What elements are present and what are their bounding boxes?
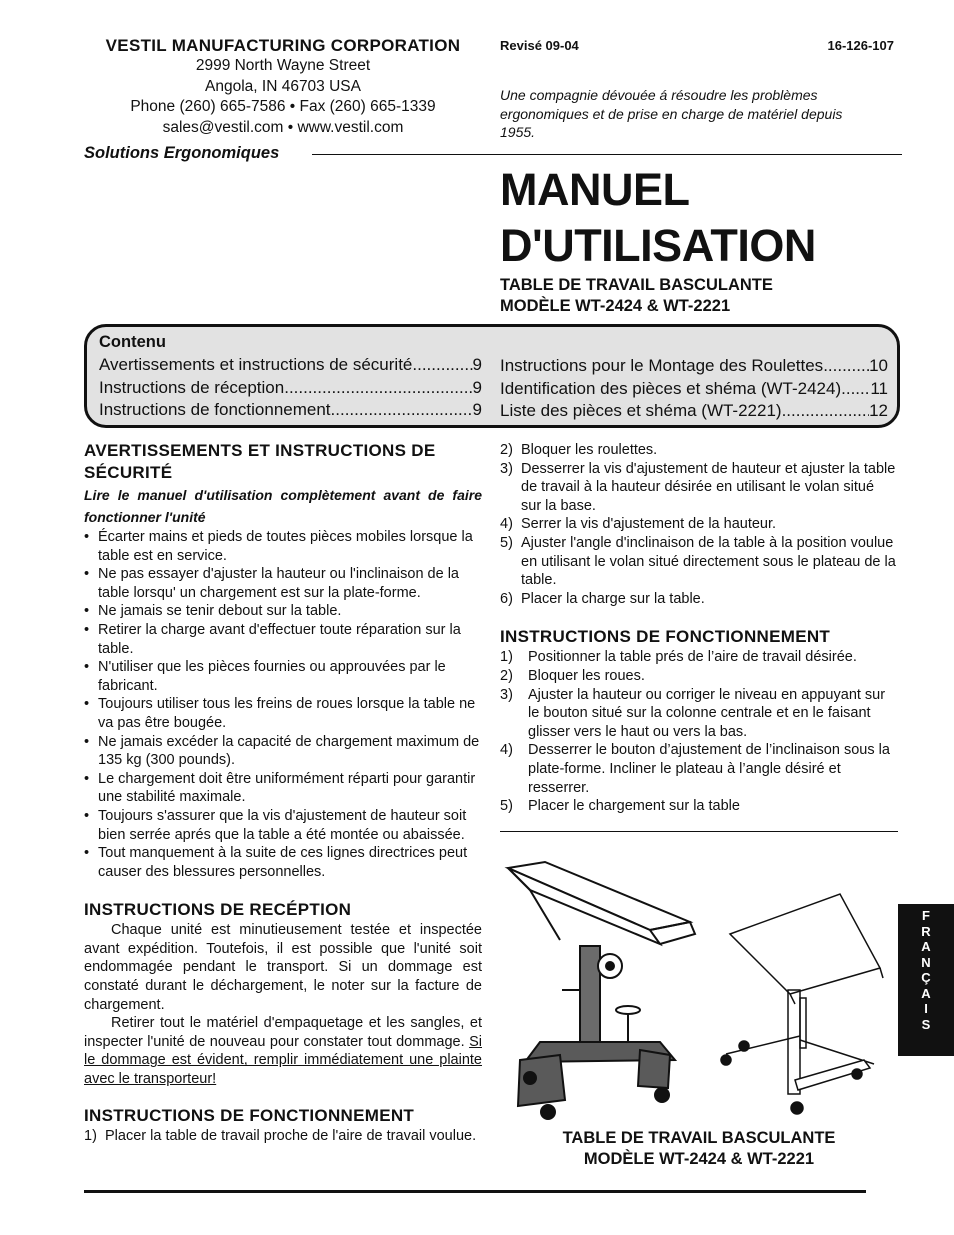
address-city: Angola, IN 46703 USA <box>205 77 361 95</box>
reception-paragraph-2: Retirer tout le matériel d'empaquetage et les sangles, et inspecter l'unité de nouveau pour constater tout dommage. Si le dommage est évident, remplir immédiatement une plainte avec le transporteur! <box>84 1015 482 1088</box>
contents-left-column <box>99 354 482 422</box>
safety-list <box>84 528 482 881</box>
right-column <box>500 441 898 816</box>
tab-letter: R <box>921 923 931 939</box>
operation-steps-1 <box>84 1127 482 1146</box>
safety-heading: AVERTISSEMENTS ET INSTRUCTIONS DE SÉCURITÉ <box>84 441 436 482</box>
toc-entry[interactable]: Avertissements et instructions de sécurité ..... 9 <box>99 354 482 377</box>
list-item: • Écarter mains et pieds de toutes pièces mobiles lorsque la table est en service. <box>84 528 482 565</box>
tab-letter: Ç <box>921 970 931 985</box>
list-item: 2) Bloquer les roues. <box>500 667 645 684</box>
tab-letter: N <box>921 954 931 970</box>
list-item: • Toujours s'assurer que la vis d'ajustement de hauteur soit bien serrée aprés que la table a été montée ou abaissée. <box>84 807 482 844</box>
manual-subtitle <box>500 275 773 317</box>
list-item: • Ne jamais se tenir debout sur la table. <box>84 602 482 621</box>
tab-letter: I <box>924 1001 928 1016</box>
operation-heading-2: INSTRUCTIONS DE FONCTIONNEMENT <box>500 627 831 647</box>
operation-steps-2 <box>500 648 898 815</box>
document-number: 16-126-107 <box>827 38 894 53</box>
left-column <box>84 440 482 1145</box>
list-item: 5) Ajuster l'angle d'inclinaison de la table à la position voulue en utilisant le volan situé directement sous le plateau de la table. <box>500 534 896 589</box>
company-name: VESTIL MANUFACTURING CORPORATION <box>105 36 461 55</box>
address-street: 2999 North Wayne Street <box>195 57 371 74</box>
list-item: 3) Ajuster la hauteur ou corriger le niveau en appuyant sur le bouton situé sur la colonne centrale et en le faisant glisser vers le haut ou vers la bas. <box>500 686 886 740</box>
toc-entry[interactable]: Instructions pour le Montage des Roulettes ..... 10 <box>500 355 888 378</box>
list-item: 4) Serrer la vis d'ajustement de la hauteur. <box>500 516 777 533</box>
header-divider <box>312 154 902 155</box>
toc-entry[interactable]: Instructions de fonctionnement ..... 9 <box>99 399 482 422</box>
list-item: • Tout manquement à la suite de ces lignes directrices peut causer des blessures personnelles. <box>84 844 482 881</box>
toc-entry[interactable]: Identification des pièces et shéma (WT-2424) ..... 11 <box>500 378 888 401</box>
language-tab[interactable] <box>898 904 954 1056</box>
figure-caption <box>500 1128 898 1170</box>
tab-letter: F <box>922 908 930 923</box>
list-item: 3) Desserrer la vis d'ajustement de hauteur et ajuster la table de travail à la hauteur désirée en utilisant le volan situé sur la base. <box>500 460 896 514</box>
tab-letter: S <box>921 1016 931 1032</box>
list-item: 5) Placer le chargement sur la table <box>500 798 740 815</box>
toc-entry[interactable]: Liste des pièces et shéma (WT-2221) ..... 12 <box>500 400 888 423</box>
list-item: • Le chargement doit être uniformément réparti pour garantir une stabilité maximale. <box>84 770 482 807</box>
manual-title <box>500 162 816 274</box>
footer-rule <box>84 1190 866 1193</box>
list-item: • N'utiliser que les pièces fournies ou approuvées par le fabricant. <box>84 658 482 695</box>
tab-letter: A <box>921 939 931 954</box>
list-item: • Retirer la charge avant d'effectuer toute réparation sur la table. <box>84 621 482 658</box>
list-item: • Toujours utiliser tous les freins de roues lorsque la table ne va pas être bougée. <box>84 695 482 732</box>
operation-heading-1: INSTRUCTIONS DE FONCTIONNEMENT <box>84 1105 415 1125</box>
wt-2221-table-drawing <box>721 894 883 1114</box>
company-block <box>84 36 482 138</box>
operation-steps-1-continued <box>500 441 898 608</box>
wt-2424-table-drawing <box>508 862 695 1119</box>
list-item: 1) Positionner la table prés de l’aire de travail désirée. <box>500 649 857 666</box>
reception-paragraph-1: Chaque unité est minutieusement testée et inspectée avant expédition. Toutefois, il est possible que l'unité soit endommagée pendant le transport. Si un dommage est constaté durant le déchargement, le noter sur la facture de chargement. <box>84 922 482 1013</box>
caption-line-1: TABLE DE TRAVAIL BASCULANTE <box>562 1129 836 1147</box>
claim-notice: Si le dommage est évident, remplir immédiatement une plainte avec le transporteur! <box>84 1033 482 1088</box>
tilting-tables-illustration <box>500 850 898 1122</box>
caption-line-2: MODÈLE WT-2424 & WT-2221 <box>583 1150 815 1168</box>
reception-heading: INSTRUCTIONS DE RECÉPTION <box>84 900 352 920</box>
company-tagline: Une compagnie dévouée á résoudre les problèmes ergonomiques et de prise en charge de matériel depuis 1955. <box>500 87 843 140</box>
tab-letter: A <box>921 985 931 1001</box>
list-item: • Ne jamais excéder la capacité de chargement maximum de 135 kg (300 pounds). <box>84 733 482 770</box>
title-line-1: MANUEL <box>500 164 690 215</box>
contents-right-column <box>500 355 888 423</box>
subtitle-line-1: TABLE DE TRAVAIL BASCULANTE <box>500 276 773 294</box>
subtitle-line-2: MODÈLE WT-2424 & WT-2221 <box>500 297 731 315</box>
revision-date: Revisé 09-04 <box>500 38 579 53</box>
solutions-label: Solutions Ergonomiques <box>84 144 280 162</box>
figure-divider <box>500 831 898 832</box>
title-line-2: D'UTILISATION <box>500 220 816 271</box>
safety-intro: Lire le manuel d'utilisation complètement avant de faire fonctionner l'unité <box>84 487 482 525</box>
list-item: 4) Desserrer le bouton d’ajustement de l’inclinaison sous la plate-forme. Incliner le plateau à l’angle désiré et resserrer. <box>500 742 890 796</box>
toc-entry[interactable]: Instructions de réception ..... 9 <box>99 377 482 400</box>
contents-heading: Contenu <box>99 333 166 351</box>
phone-fax: Phone (260) 665-7586 • Fax (260) 665-1339 <box>130 98 436 115</box>
list-item: 1) Placer la table de travail proche de l'aire de travail voulue. <box>84 1127 477 1144</box>
list-item: 6) Placer la charge sur la table. <box>500 590 705 607</box>
list-item: 2) Bloquer les roulettes. <box>500 442 658 458</box>
list-item: • Ne pas essayer d'ajuster la hauteur ou l'inclinaison de la table lorsqu' un chargement est sur la plate-forme. <box>84 565 482 602</box>
email-web: sales@vestil.com • www.vestil.com <box>162 118 404 136</box>
